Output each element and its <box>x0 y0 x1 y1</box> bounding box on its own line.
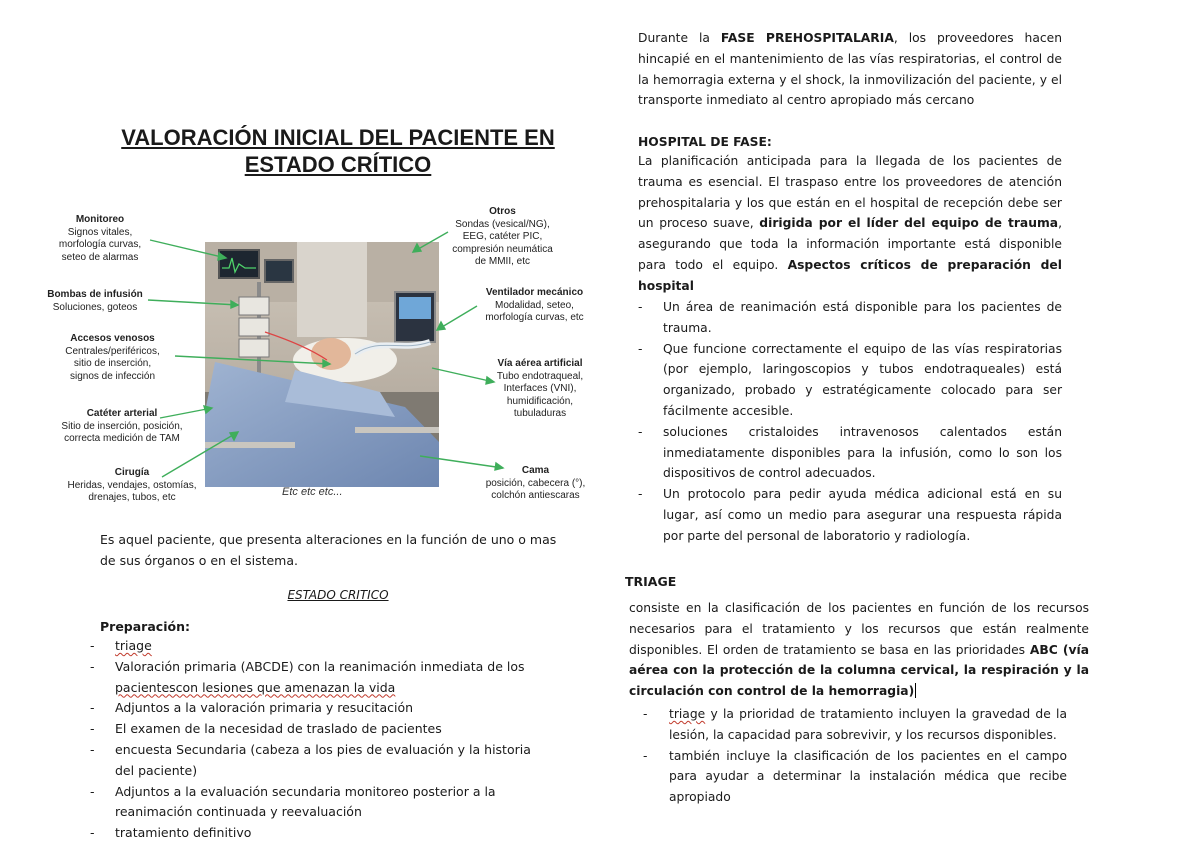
list-item-text: pacientescon lesiones que amenazan la vida <box>115 679 396 695</box>
label-line: Tubo endotraqueal, <box>496 370 584 382</box>
list-item-text: triage <box>669 707 706 721</box>
title-line-1: VALORACIÓN INICIAL DEL PACIENTE EN <box>121 125 555 150</box>
label-line: compresión neumática <box>452 243 553 255</box>
list-item <box>88 823 548 844</box>
prehospital-bold: FASE PREHOSPITALARIA <box>720 31 894 45</box>
label-monitoreo <box>50 214 150 264</box>
list-item-text: del paciente) <box>115 762 198 778</box>
label-line: Sondas (vesical/NG), <box>455 218 550 230</box>
label-cateter <box>52 408 192 446</box>
label-line: Soluciones, goteos <box>52 301 138 313</box>
label-line: correcta medición de TAM <box>64 433 180 444</box>
definition-line: de sus órganos o en el sistema. <box>100 552 298 568</box>
text-cursor <box>915 683 916 698</box>
arrow-via-aerea <box>432 368 494 382</box>
label-line: humidificación, <box>506 395 574 407</box>
label-heading: Accesos venosos <box>70 333 155 344</box>
list-item <box>88 719 548 740</box>
list-item: - Que funcione correctamente el equipo de las vías respiratorias (por ejemplo, laringoscopios y tubos endotraqueales) está organizado, probado y estratégicamente colocado para ser fácilmente accesible. <box>636 339 1062 422</box>
list-item-text: Adjuntos a la evaluación secundaria monitoreo posterior a la <box>115 783 496 799</box>
definition-paragraph <box>100 530 570 572</box>
list-item-text: Adjuntos a la valoración primaria y resucitación <box>115 700 414 716</box>
list-item-continuation <box>88 802 548 823</box>
label-heading: Cama <box>521 465 550 476</box>
hospital-paragraph <box>638 151 1062 297</box>
label-via-aerea <box>490 358 590 421</box>
list-item-text: tratamiento definitivo <box>115 825 252 841</box>
triage-paragraph <box>629 598 1089 702</box>
list-item <box>88 636 548 657</box>
hospital-list <box>636 297 1062 547</box>
label-heading: Ventilador mecánico <box>485 287 584 298</box>
label-line: colchón antiescaras <box>491 490 580 501</box>
label-bombas <box>40 289 150 314</box>
list-item-text: también incluye la clasificación de los pacientes en el campo para ayudar a determinar la instalación médica que recibe apropiado <box>669 748 1067 805</box>
label-heading: Vía aérea artificial <box>497 358 583 369</box>
list-item <box>88 698 548 719</box>
label-line: de MMII, etc <box>474 256 530 267</box>
estado-critico-heading: ESTADO CRITICO <box>287 588 389 602</box>
hospital-bold: dirigida por el líder del equipo de trauma <box>759 216 1059 231</box>
preparacion-heading: Preparación: <box>100 619 190 634</box>
title-line-2: ESTADO CRÍTICO <box>244 152 432 177</box>
label-line: Heridas, vendajes, ostomías, <box>67 479 197 491</box>
label-line: morfología curvas, etc <box>485 312 584 323</box>
list-item <box>88 740 548 761</box>
label-line: Signos vitales, <box>67 226 133 238</box>
list-item-continuation <box>88 678 548 699</box>
list-item-text: Valoración primaria (ABCDE) con la reanimación inmediata de los <box>115 658 525 674</box>
list-item-text: El examen de la necesidad de traslado de pacientes <box>115 721 442 737</box>
triage-list <box>641 704 1067 808</box>
prehospital-text: , los proveedores hacen hincapié en el mantenimiento de las vías respiratorias, el control de la hemorragia externa y el shock, la inmovilización del paciente, y el transporte inmediato al centro apropiado más cercano <box>638 31 1062 108</box>
list-item <box>641 704 1067 746</box>
label-heading: Otros <box>489 206 516 217</box>
triage-bold: ABC (vía aérea con la protección de la columna cervical, la respiración y la circulación con control de la hemorragia) <box>629 642 1089 699</box>
list-item <box>641 746 1067 808</box>
label-line: Interfaces (VNI), <box>503 383 577 394</box>
label-heading: Bombas de infusión <box>47 289 143 300</box>
definition-line: Es aquel paciente, que presenta alteraciones en la función de uno o mas <box>100 532 557 547</box>
hospital-text: , asegurando que toda la información importante está disponible para todo el equipo. <box>638 216 1063 272</box>
list-item-continuation <box>88 761 548 782</box>
list-item: - soluciones cristaloides intravenosos calentados están inmediatamente disponibles para la infusión, como lo son los dispositivos de control adecuados. <box>636 422 1062 484</box>
list-item-text: triage <box>115 638 152 653</box>
label-line: Centrales/periféricos, <box>65 345 160 357</box>
list-item: - Un protocolo para pedir ayuda médica adicional está en su lugar, así como un medio para asegurar una respuesta rápida por parte del personal de laboratorio y radiología. <box>636 484 1062 546</box>
label-heading: Catéter arterial <box>86 408 158 419</box>
label-line: drenajes, tubos, etc <box>88 492 176 503</box>
arrow-monitoreo <box>150 240 226 258</box>
label-line: EEG, catéter PIC, <box>462 231 543 242</box>
list-item: - Un área de reanimación está disponible para los pacientes de trauma. <box>636 297 1062 339</box>
label-heading: Monitoreo <box>75 214 125 225</box>
triage-heading: TRIAGE <box>625 574 677 589</box>
label-line: Modalidad, seteo, <box>495 299 574 311</box>
hospital-bold: Aspectos críticos de preparación del hospital <box>638 257 1062 293</box>
list-item <box>88 782 548 803</box>
label-accesos <box>50 333 175 383</box>
label-cama <box>473 465 598 503</box>
list-item-text: encuesta Secundaria (cabeza a los pies de evaluación y la historia <box>115 741 531 757</box>
label-line: sitio de inserción, <box>73 358 152 369</box>
arrow-bombas <box>148 300 238 305</box>
label-otros <box>445 206 560 269</box>
hospital-text: La planificación anticipada para la llegada de los pacientes de trauma es esencial. El traspaso entre los proveedores de atención prehospitalaria y los que están en el hospital de recepción debe ser un proceso suave, <box>638 154 1062 231</box>
label-heading: Cirugía <box>114 467 150 478</box>
label-line: seteo de alarmas <box>61 251 139 263</box>
label-line: posición, cabecera (°), <box>485 477 586 489</box>
etc-caption: Etc etc etc... <box>282 486 343 498</box>
label-cirugia <box>52 467 212 505</box>
list-item-text: reanimación continuada y reevaluación <box>115 804 362 820</box>
label-line: tubuladuras <box>513 408 567 419</box>
list-item-text: y la prioridad de tratamiento incluyen la gravedad de la lesión, la capacidad para sobrevivir, y los recursos disponibles. <box>669 707 1067 742</box>
label-ventilador <box>477 287 592 325</box>
label-line: Sitio de inserción, posición, <box>61 420 183 432</box>
prehospital-text: Durante la <box>638 31 721 45</box>
preparacion-list <box>88 636 548 844</box>
list-item <box>88 657 548 678</box>
arrow-accesos <box>175 356 330 364</box>
triage-text: consiste en la clasificación de los pacientes en función de los recursos necesarios para el tratamiento y los recursos que están realmente disponibles. El orden de tratamiento se basa en las prioridades <box>629 601 1089 657</box>
hospital-heading: HOSPITAL DE FASE: <box>638 135 772 149</box>
label-line: signos de infección <box>69 370 156 382</box>
prehospital-paragraph <box>638 28 1062 111</box>
label-line: morfología curvas, <box>58 239 142 250</box>
